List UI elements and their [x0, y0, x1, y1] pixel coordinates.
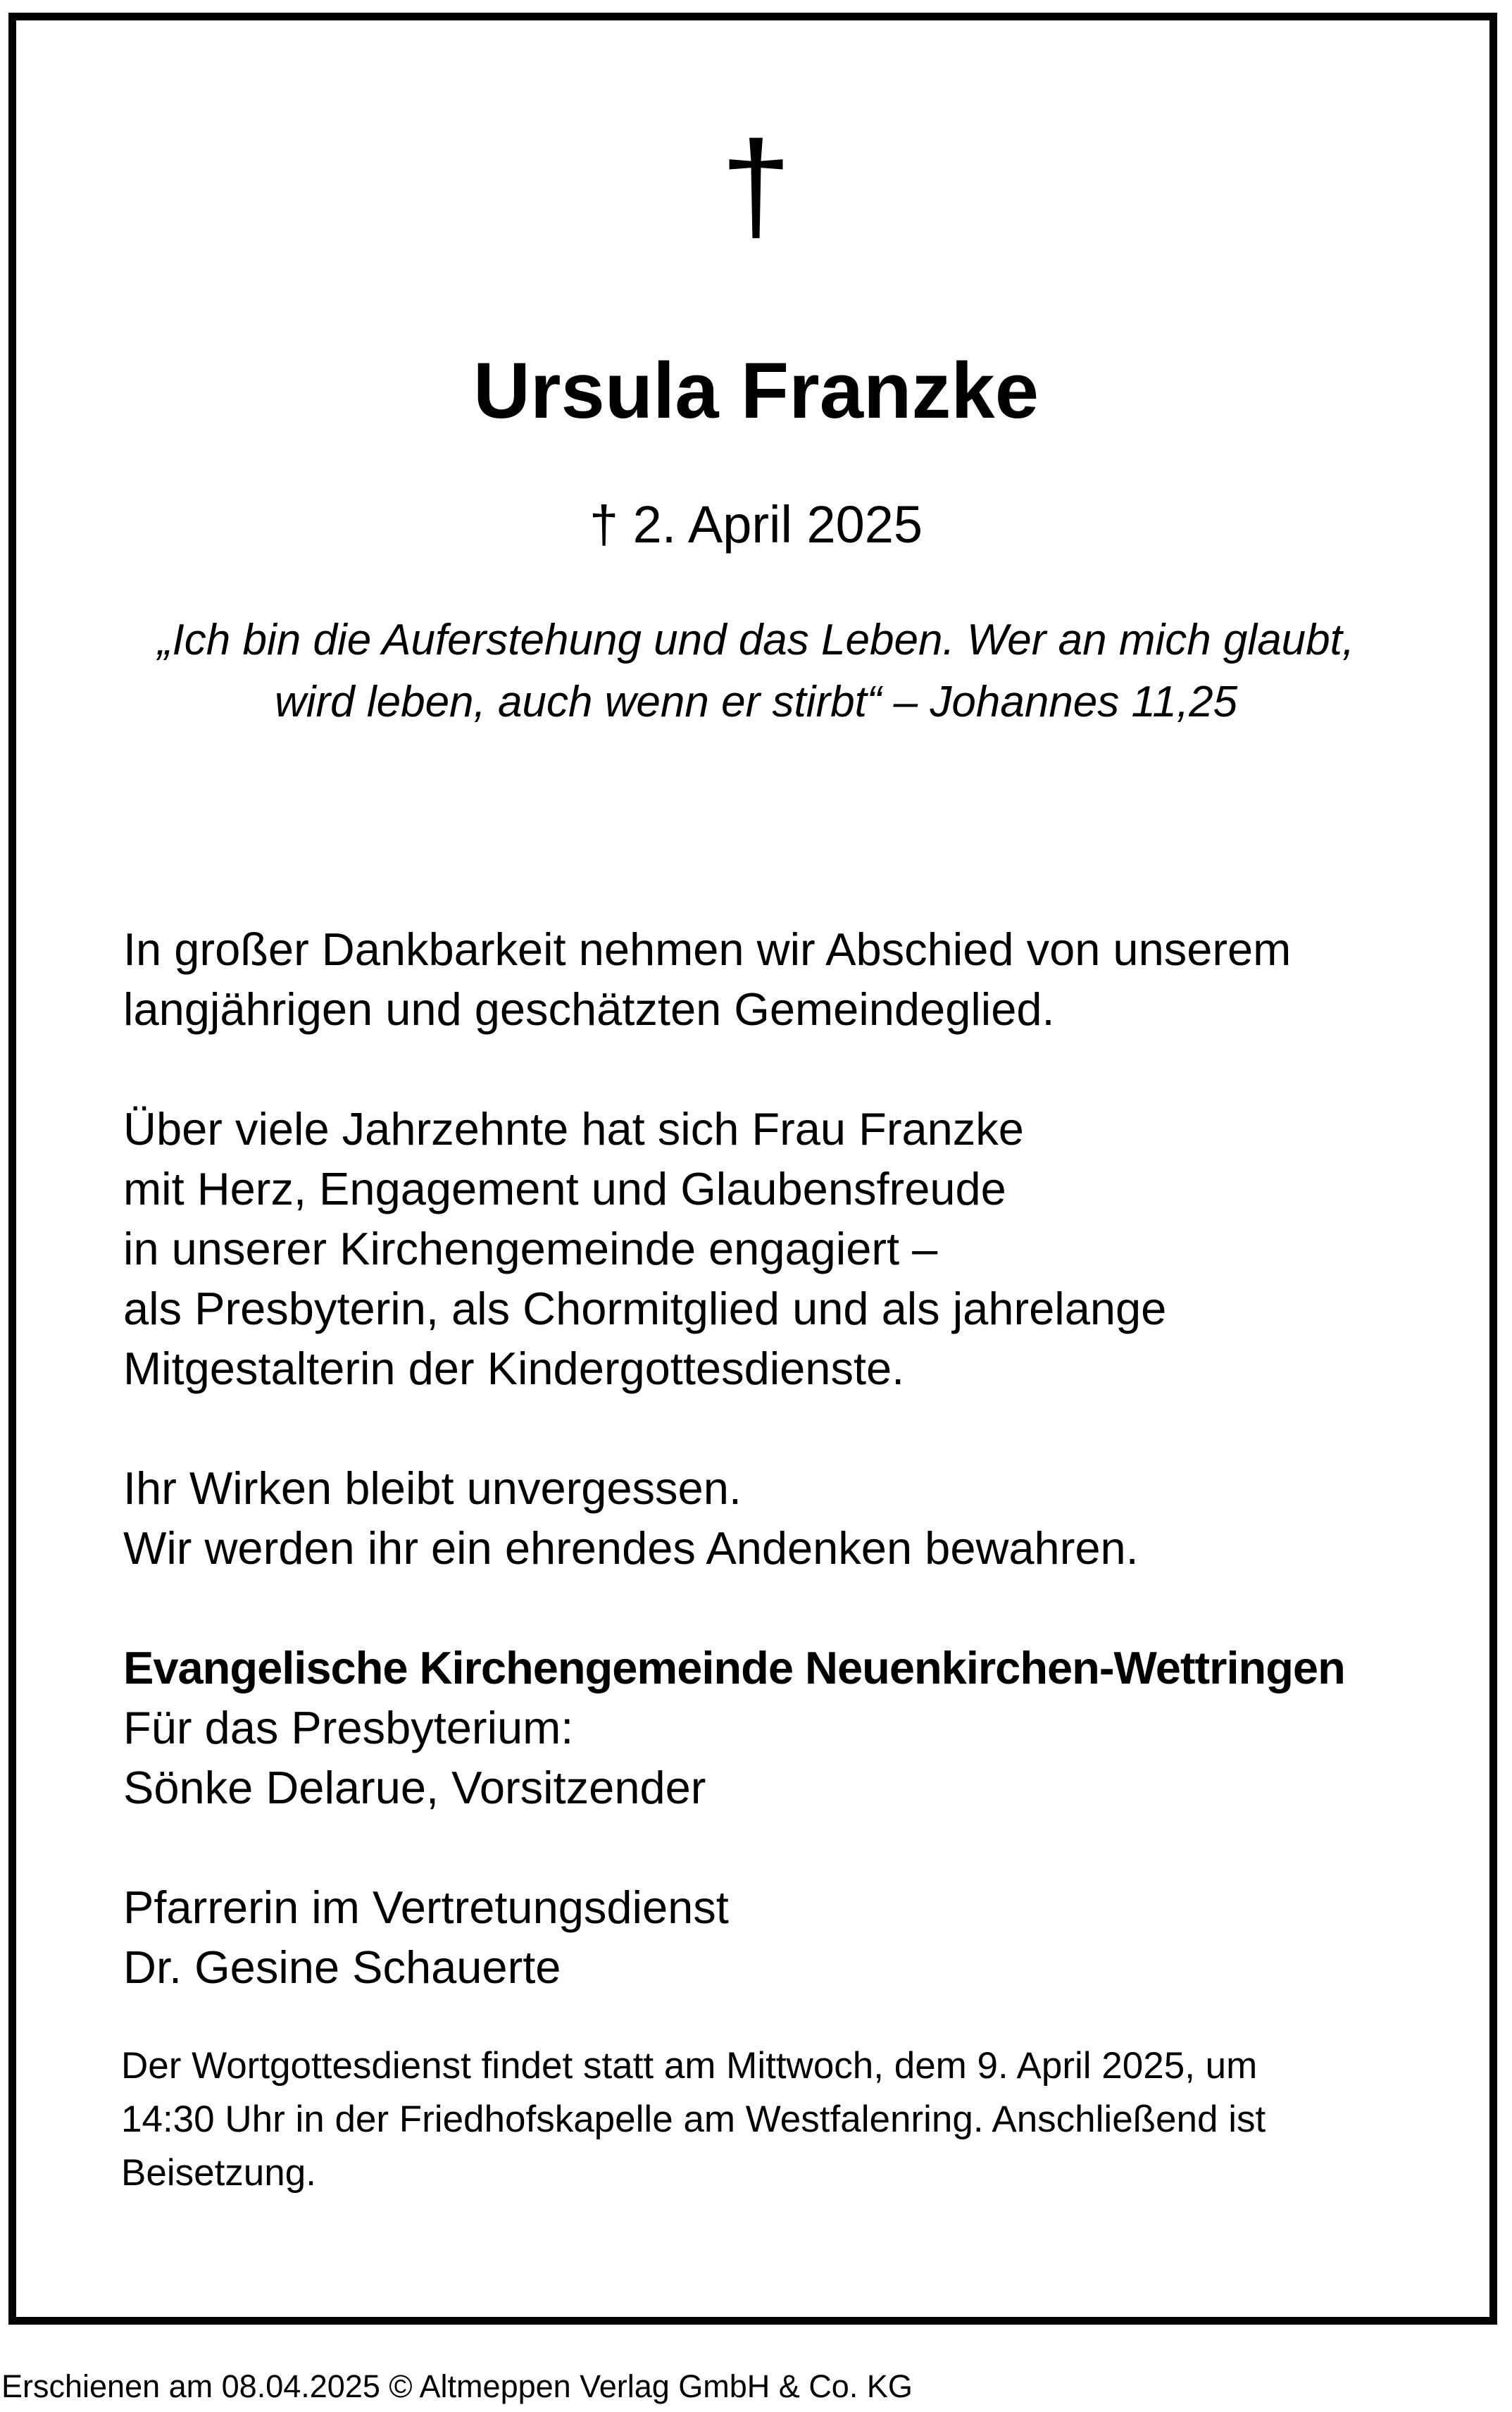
chair-name: Sönke Delarue, Vorsitzender [123, 1762, 706, 1813]
text-line: Über viele Jahrzehnte hat sich Frau Franzke [123, 1103, 1024, 1155]
congregation-name: Evangelische Kirchengemeinde Neuenkirchen-Wettringen [123, 1642, 1345, 1693]
quote-line: wird leben, auch wenn er stirbt“ – Johannes 11,25 [274, 678, 1238, 726]
bible-quote [0, 609, 1512, 733]
service-line: Der Wortgottesdienst findet statt am Mittwoch, dem 9. April 2025, um [121, 2045, 1258, 2087]
text-line: Wir werden ihr ein ehrendes Andenken bewahren. [123, 1522, 1139, 1574]
text-line: In großer Dankbarkeit nehmen wir Abschied von unserem [123, 924, 1292, 975]
pastor-name: Dr. Gesine Schauerte [123, 1941, 561, 1993]
farewell-paragraph [123, 919, 1447, 1039]
service-info [121, 2039, 1445, 2200]
deceased-name: Ursula Franzke [473, 347, 1039, 435]
text-line: Ihr Wirken bleibt unvergessen. [123, 1462, 742, 1514]
remembrance-paragraph [123, 1458, 1447, 1578]
publication-footer: Erschienen am 08.04.2025 © Altmeppen Verlag GmbH & Co. KG [1, 2368, 913, 2404]
text-line: in unserer Kirchengemeinde engagiert – [123, 1223, 938, 1274]
service-line: 14:30 Uhr in der Friedhofskapelle am Westfalenring. Anschließend ist [121, 2099, 1266, 2140]
pastor-role: Pfarrerin im Vertretungsdienst [123, 1882, 729, 1933]
congregation-signature [123, 1638, 1447, 1817]
tribute-paragraph [123, 1099, 1447, 1398]
quote-line: „Ich bin die Auferstehung und das Leben. Wer an mich glaubt, [157, 616, 1355, 664]
presbytery-label: Für das Presbyterium: [123, 1702, 574, 1753]
death-date: † 2. April 2025 [589, 495, 923, 554]
text-line: langjährigen und geschätzten Gemeindeglied. [123, 983, 1055, 1035]
service-line: Beisetzung. [121, 2152, 316, 2194]
pastor-signature [123, 1877, 1447, 1997]
text-line: mit Herz, Engagement und Glaubensfreude [123, 1163, 1006, 1214]
cross-icon: † [720, 116, 792, 257]
text-line: Mitgestalterin der Kindergottesdienste. [123, 1343, 905, 1394]
text-line: als Presbyterin, als Chormitglied und als jahrelange [123, 1283, 1167, 1334]
